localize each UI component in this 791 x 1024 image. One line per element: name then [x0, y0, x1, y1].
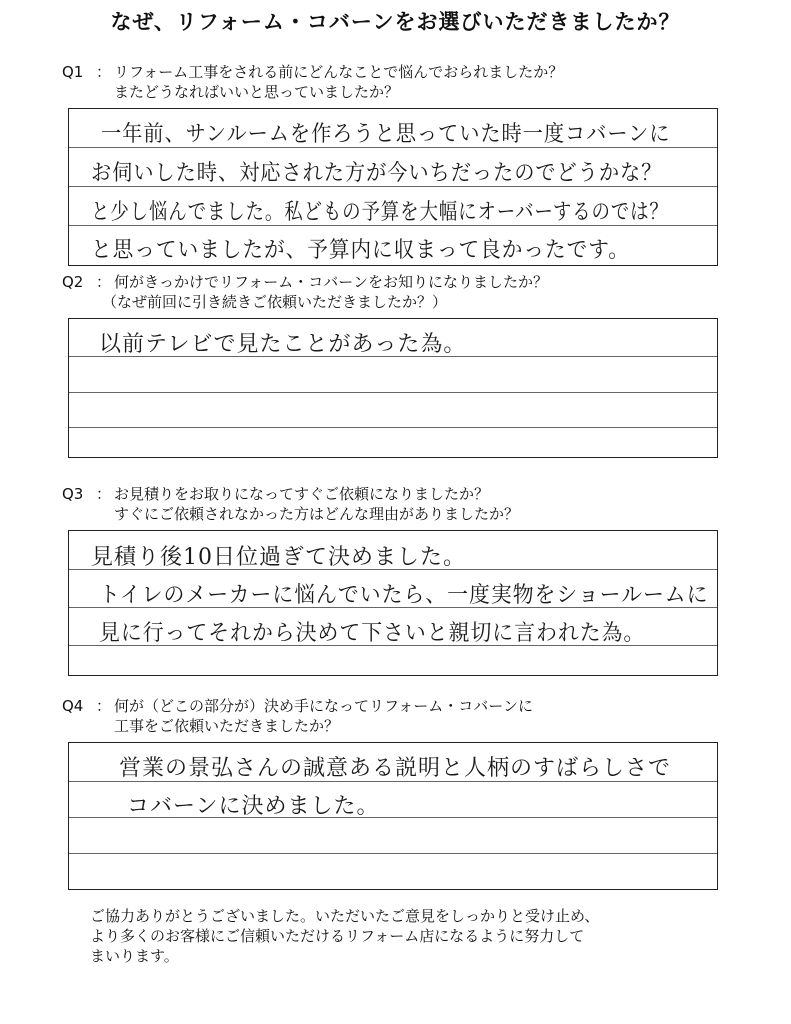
handwritten-answer-line: と思っていましたが、予算内に収まって良かったです。: [91, 238, 630, 263]
answer-box-4: [68, 742, 718, 890]
question-text-line-1: 何がきっかけでリフォーム・コバーンをお知りになりましたか？: [114, 273, 548, 291]
page-title: なぜ、リフォーム・コバーンをお選びいただきましたか？: [110, 10, 681, 34]
question-text-line-2: またどうなればいいと思っていましたか？: [114, 83, 400, 101]
handwritten-answer-line: お伺いした時、対応された方が今いちだったのでどうかな？: [91, 161, 663, 186]
question-1-header: [62, 62, 742, 102]
handwritten-answer-line: コバーンに決めました。: [127, 794, 380, 819]
answer-box-3: [68, 530, 718, 676]
question-text-line-1: お見積りをお取りになってすぐご依頼になりましたか？: [114, 485, 490, 503]
question-text-line-1: 何が（どこの部分が）決め手になってリフォーム・コバーンに: [114, 697, 533, 715]
answer-box-2: [68, 318, 718, 458]
question-text-line-2: （なぜ前回に引き続きご依頼いただきましたか？）: [102, 293, 448, 311]
question-number: Q1: [62, 63, 84, 81]
question-separator: ：: [96, 63, 112, 81]
ruled-line: [69, 853, 717, 854]
handwritten-answer-line: 見積り後10日位過ぎて決めました。: [91, 545, 466, 570]
question-separator: ：: [96, 273, 112, 291]
handwritten-answer-line: 一年前、サンルームを作ろうと思っていた時一度コバーンに: [101, 122, 671, 147]
closing-message-line: ご協力ありがとうございました。いただいたご意見をしっかりと受け止め、: [90, 907, 600, 925]
handwritten-answer-line: 営業の景弘さんの誠意ある説明と人柄のすばらしさで: [119, 756, 672, 781]
handwritten-answer-line: トイレのメーカーに悩んでいたら、一度実物をショールームに: [99, 583, 709, 608]
question-number: Q2: [62, 273, 84, 291]
question-2-header: [62, 272, 742, 312]
ruled-line: [69, 427, 717, 428]
answer-box-1: [68, 108, 718, 266]
question-text-line-2: すぐにご依頼されなかった方はどんな理由がありましたか？: [114, 505, 520, 523]
question-number: Q3: [62, 485, 84, 503]
handwritten-answer-line: と少し悩んでました。私どもの予算を大幅にオーバーするのでは？: [91, 200, 669, 225]
question-number: Q4: [62, 697, 84, 715]
question-separator: ：: [96, 697, 112, 715]
question-text-line-2: 工事をご依頼いただきましたか？: [114, 717, 340, 735]
question-3-header: [62, 484, 742, 524]
question-text-line-1: リフォーム工事をされる前にどんなことで悩んでおられましたか？: [114, 63, 564, 81]
closing-message: [90, 906, 730, 966]
closing-message-line: まいります。: [90, 947, 179, 965]
closing-message-line: より多くのお客様にご信頼いただけるリフォーム店になるように努力して: [90, 927, 585, 945]
handwritten-answer-line: 以前テレビで見たことがあった為。: [99, 332, 467, 357]
ruled-line: [69, 392, 717, 393]
question-4-header: [62, 696, 742, 736]
question-separator: ：: [96, 485, 112, 503]
handwritten-answer-line: 見に行ってそれから決めて下さいと親切に言われた為。: [99, 621, 646, 646]
